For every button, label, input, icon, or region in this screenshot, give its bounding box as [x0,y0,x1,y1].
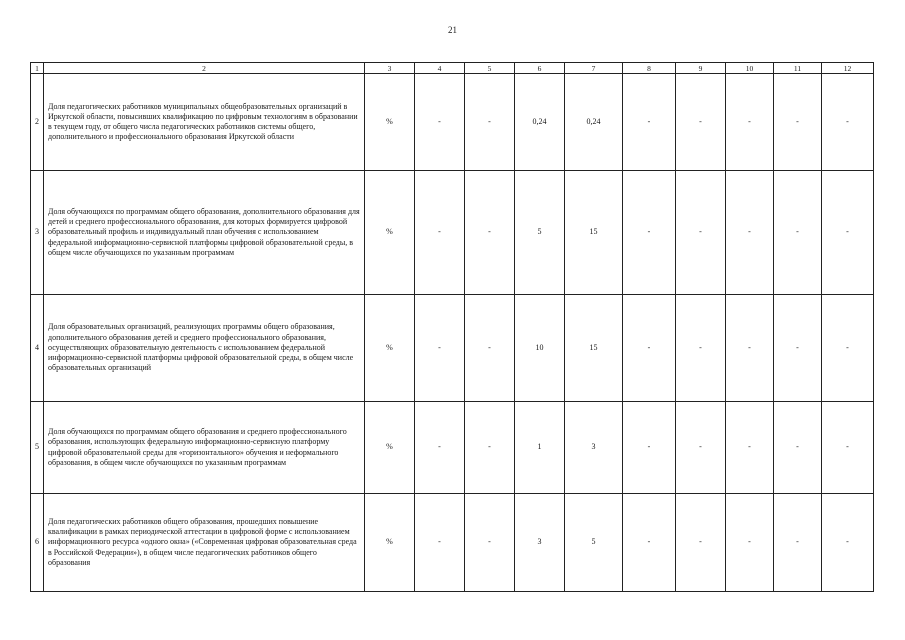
column-header: 5 [465,63,515,74]
column-header: 2 [44,63,365,74]
unit-cell: % [365,74,415,171]
value-cell: - [822,494,874,592]
value-cell: - [415,494,465,592]
value-cell: - [774,494,822,592]
value-cell: 3 [515,494,565,592]
value-cell: - [465,295,515,402]
value-cell: 15 [565,295,623,402]
column-header: 7 [565,63,623,74]
column-header: 3 [365,63,415,74]
column-header: 9 [676,63,726,74]
value-cell: - [465,171,515,295]
value-cell: - [726,74,774,171]
value-cell: - [623,171,676,295]
value-cell: - [623,494,676,592]
indicator-description: Доля обучающихся по программам общего образования и среднего профессионального образования, использующих федеральную информационно-сервисную платформу цифровой образовательной среды для «горизонтального» обучения и неформального образования, в общем числе обучающихся по указанным программам [44,402,365,494]
table-row [31,494,874,592]
value-cell: 0,24 [515,74,565,171]
value-cell: - [465,402,515,494]
value-cell: 5 [565,494,623,592]
value-cell: 10 [515,295,565,402]
table-row [31,402,874,494]
value-cell: - [822,171,874,295]
value-cell: 5 [515,171,565,295]
unit-cell: % [365,494,415,592]
value-cell: - [415,402,465,494]
value-cell: - [774,171,822,295]
page-number: 21 [448,25,457,35]
indicators-table [30,62,874,592]
value-cell: - [415,295,465,402]
value-cell: 15 [565,171,623,295]
column-header: 11 [774,63,822,74]
value-cell: - [465,74,515,171]
unit-cell: % [365,295,415,402]
value-cell: - [822,402,874,494]
row-number: 3 [31,171,44,295]
value-cell: - [676,171,726,295]
value-cell: 1 [515,402,565,494]
indicator-description: Доля образовательных организаций, реализующих программы общего образования, дополнительного образования детей и среднего профессионального образования, осуществляющих образовательную деятельность с использованием федеральной информационно-сервисной платформы цифровой образовательной среды, в общем числе образовательных организаций [44,295,365,402]
value-cell: - [774,74,822,171]
row-number: 2 [31,74,44,171]
value-cell: - [726,494,774,592]
value-cell: - [774,295,822,402]
unit-cell: % [365,402,415,494]
value-cell: - [726,402,774,494]
unit-cell: % [365,171,415,295]
column-header: 12 [822,63,874,74]
value-cell: 3 [565,402,623,494]
value-cell: - [822,74,874,171]
table-row [31,295,874,402]
row-number: 6 [31,494,44,592]
value-cell: 0,24 [565,74,623,171]
value-cell: - [415,171,465,295]
value-cell: - [623,74,676,171]
table-row [31,74,874,171]
indicator-description: Доля обучающихся по программам общего образования, дополнительного образования для детей и среднего профессионального образования, для которых формируется цифровой образовательный профиль и индивидуальный план обучения с использованием федеральной информационно-сервисной платформы цифровой образовательной среды, в общем числе обучающихся по указанным программам [44,171,365,295]
row-number: 4 [31,295,44,402]
value-cell: - [774,402,822,494]
column-header: 6 [515,63,565,74]
value-cell: - [676,295,726,402]
value-cell: - [676,74,726,171]
value-cell: - [676,402,726,494]
value-cell: - [676,494,726,592]
column-number-header-row [31,63,874,74]
value-cell: - [726,171,774,295]
column-header: 4 [415,63,465,74]
value-cell: - [623,295,676,402]
value-cell: - [465,494,515,592]
value-cell: - [623,402,676,494]
row-number: 5 [31,402,44,494]
column-header: 1 [31,63,44,74]
indicator-description: Доля педагогических работников муниципальных общеобразовательных организаций в Иркутской области, повысивших квалификацию по цифровым технологиям в образовании в текущем году, от общего числа педагогических работников системы общего, дополнительного и профессионального образования Иркутской области [44,74,365,171]
indicator-description: Доля педагогических работников общего образования, прошедших повышение квалификации в рамках периодической аттестации в цифровой форме с использованием информационного ресурса «одного окна» («Современная цифровая образовательная среда в Российской Федерации»), в общем числе педагогических работников общего образования [44,494,365,592]
value-cell: - [726,295,774,402]
value-cell: - [822,295,874,402]
table-row [31,171,874,295]
column-header: 8 [623,63,676,74]
column-header: 10 [726,63,774,74]
value-cell: - [415,74,465,171]
